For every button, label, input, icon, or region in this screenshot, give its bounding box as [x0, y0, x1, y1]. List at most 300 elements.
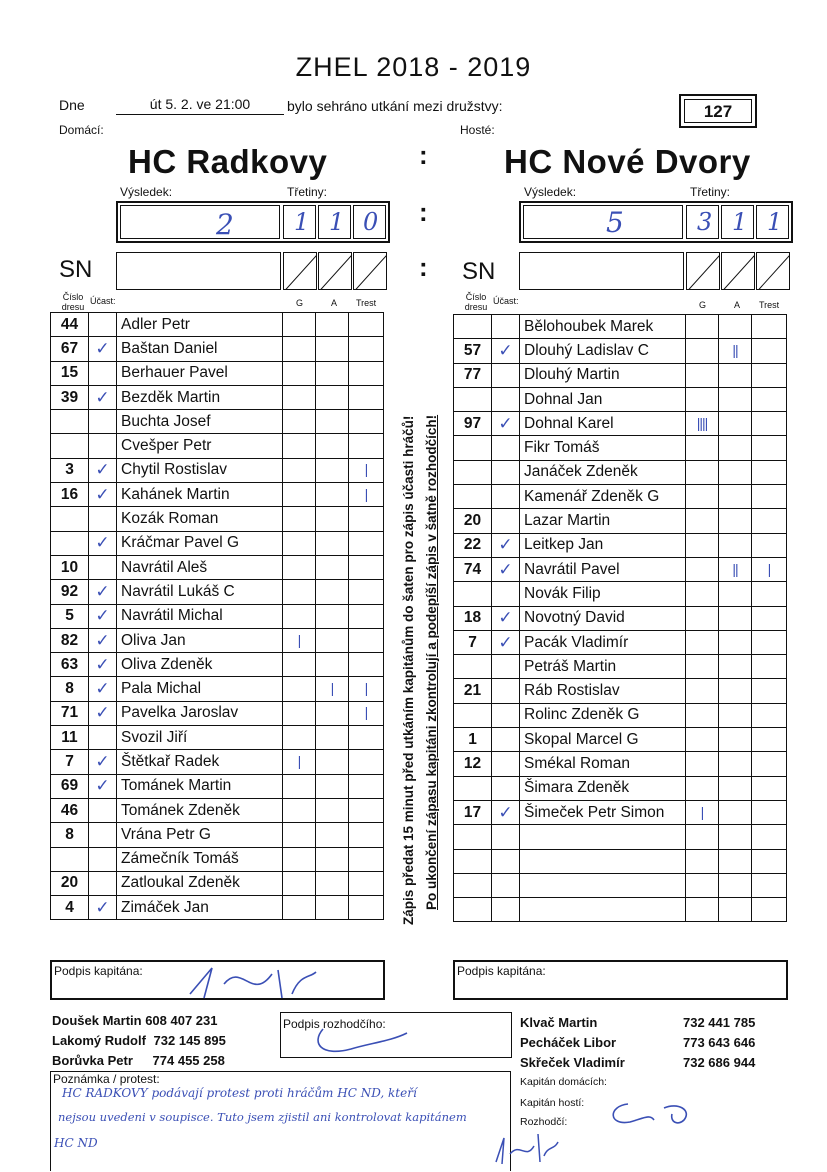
attendance-mark [89, 726, 117, 750]
home-row [51, 555, 384, 579]
player-number-value: 4 [65, 898, 74, 916]
attendance-mark [492, 873, 520, 897]
away-row [454, 387, 787, 411]
player-name-value: Smékal Roman [524, 754, 630, 772]
player-name-value: Novák Filip [524, 584, 601, 602]
player-name [117, 677, 283, 701]
player-number [51, 823, 89, 847]
player-number [454, 873, 492, 897]
player-name [117, 580, 283, 604]
home-sn-cell-3 [353, 252, 387, 290]
attendance-mark [492, 339, 520, 363]
home-period-1-value: 1 [294, 208, 310, 236]
player-name [520, 363, 686, 387]
away-score: 5 [606, 206, 624, 239]
away-row [454, 485, 787, 509]
referee-signature [311, 1023, 411, 1057]
attendance-mark [89, 313, 117, 337]
goals-mark [283, 628, 316, 652]
player-name [117, 458, 283, 482]
player-number-value: 10 [60, 558, 79, 576]
player-name-value: Pavelka Jaroslav [121, 704, 239, 722]
penalty-mark [752, 509, 787, 533]
home-row [51, 726, 384, 750]
attendance-mark [492, 606, 520, 630]
referee-footer-signature [604, 1096, 694, 1132]
attendance-mark [89, 361, 117, 385]
referee-phone: 773 643 646 [683, 1035, 756, 1050]
match-number: 127 [684, 99, 752, 123]
player-name-value: Kozák Roman [121, 510, 219, 528]
player-name [520, 800, 686, 824]
assists-mark [316, 701, 349, 725]
attendance-mark-value: ✓ [95, 776, 110, 796]
assists-mark [316, 604, 349, 628]
player-number-value: 77 [463, 366, 482, 384]
away-row [454, 873, 787, 897]
player-number-value: 22 [463, 536, 482, 554]
home-sn-cell-2 [318, 252, 352, 290]
away-periods-label: Třetiny: [690, 185, 731, 199]
goals-mark [283, 458, 316, 482]
assists-mark [316, 313, 349, 337]
attendance-mark-value: ✓ [95, 387, 110, 407]
penalty-mark-value: | [364, 485, 368, 502]
note-left-divider [50, 1071, 51, 1171]
attendance-mark-value: ✓ [95, 703, 110, 723]
home-row [51, 823, 384, 847]
away-team-name: HC Nové Dvory [504, 143, 751, 180]
player-name-value: Oliva Zdeněk [121, 655, 213, 673]
penalty-mark [752, 825, 787, 849]
attendance-mark [492, 460, 520, 484]
player-name [117, 531, 283, 555]
away-col-a: A [734, 300, 741, 310]
player-name [520, 412, 686, 436]
player-name [117, 385, 283, 409]
player-number [51, 361, 89, 385]
away-row [454, 315, 787, 339]
penalty-mark-value: | [364, 704, 368, 721]
attendance-mark-value: ✓ [95, 581, 110, 601]
penalty-mark [752, 849, 787, 873]
penalty-mark [349, 483, 384, 507]
player-number [454, 630, 492, 654]
penalty-mark [752, 752, 787, 776]
home-row [51, 483, 384, 507]
player-number [454, 533, 492, 557]
penalty-mark [349, 531, 384, 555]
attendance-mark-value: ✓ [498, 535, 513, 555]
home-captain-footer: Kapitán domácích: [520, 1076, 607, 1088]
player-name-value: Navrátil Pavel [524, 560, 620, 578]
attendance-mark [492, 800, 520, 824]
penalty-mark-value: | [767, 560, 771, 577]
player-number-value: 15 [60, 364, 79, 382]
attendance-mark [89, 896, 117, 920]
player-number [454, 485, 492, 509]
player-number [454, 606, 492, 630]
goals-mark [686, 655, 719, 679]
player-name [117, 750, 283, 774]
goals-mark [283, 555, 316, 579]
referee-name: Pecháček Libor [520, 1035, 617, 1050]
attendance-mark [89, 434, 117, 458]
player-name-value: Bezděk Martin [121, 388, 221, 406]
goals-mark [686, 460, 719, 484]
player-name [520, 679, 686, 703]
home-roster [50, 312, 384, 920]
goals-mark [283, 701, 316, 725]
goals-mark [686, 776, 719, 800]
referee-phone: 732 686 944 [683, 1055, 756, 1070]
goals-mark [283, 871, 316, 895]
away-row [454, 557, 787, 581]
assists-mark [719, 387, 752, 411]
player-number [454, 509, 492, 533]
player-number [51, 750, 89, 774]
away-row [454, 703, 787, 727]
penalty-mark [752, 655, 787, 679]
player-number [454, 315, 492, 339]
attendance-mark [89, 531, 117, 555]
away-sn-box [519, 252, 684, 290]
attendance-mark-value: ✓ [498, 413, 513, 433]
referee-phone: 774 455 258 [152, 1053, 225, 1068]
assists-mark [316, 847, 349, 871]
attendance-mark [89, 847, 117, 871]
player-name-value: Kráčmar Pavel G [121, 534, 240, 552]
player-name [520, 728, 686, 752]
attendance-mark [492, 630, 520, 654]
goals-mark [283, 337, 316, 361]
penalty-mark-value: | [364, 461, 368, 478]
player-name [520, 655, 686, 679]
home-captain-box [50, 960, 385, 1000]
player-number [51, 555, 89, 579]
assists-mark [316, 434, 349, 458]
player-number-value: 97 [463, 414, 482, 432]
attendance-mark [492, 315, 520, 339]
player-number-value: 8 [65, 680, 74, 698]
home-period-3 [353, 205, 386, 239]
player-name [117, 628, 283, 652]
attendance-mark-value: ✓ [95, 751, 110, 771]
goals-mark [686, 630, 719, 654]
goals-mark-value: |||| [696, 414, 708, 431]
goals-mark [283, 653, 316, 677]
referee-phone: 732 145 895 [153, 1033, 226, 1048]
home-col-trest: Trest [356, 298, 377, 308]
player-name-value: Navrátil Lukáš C [121, 582, 235, 600]
home-row [51, 798, 384, 822]
goals-mark [686, 387, 719, 411]
player-number-value: 16 [60, 485, 79, 503]
assists-mark [316, 653, 349, 677]
player-name [520, 436, 686, 460]
attendance-mark [89, 774, 117, 798]
player-name-value: Šimara Zdeněk [524, 779, 630, 797]
player-number-value: 46 [60, 801, 79, 819]
away-row [454, 679, 787, 703]
vertical-note-2: Po ukončení zápasu kapitáni zkontrolují a podepíší zápis v šatně rozhodčích! [424, 414, 439, 910]
penalty-mark [752, 873, 787, 897]
goals-mark [283, 604, 316, 628]
player-number [51, 726, 89, 750]
home-row [51, 385, 384, 409]
referee-right-1 [520, 1013, 755, 1033]
assists-mark [316, 555, 349, 579]
attendance-mark-value: ✓ [95, 460, 110, 480]
player-name-value: Dohnal Jan [524, 390, 603, 408]
referee-name: Doušek Martin [52, 1013, 142, 1028]
player-name-value: Svozil Jiří [121, 728, 188, 746]
note-line-2: nejsou uvedeni v soupisce. Tuto jsem zjistil ani kontrolovat kapitánem [58, 1110, 467, 1124]
player-number [51, 871, 89, 895]
goals-mark [283, 531, 316, 555]
player-name [520, 898, 686, 922]
player-number-value: 20 [463, 512, 482, 530]
player-number-value: 74 [463, 560, 482, 578]
player-number-value: 82 [60, 631, 79, 649]
player-name-value: Štětkař Radek [121, 752, 220, 770]
away-period-2 [721, 205, 754, 239]
player-number [51, 701, 89, 725]
assists-mark [719, 606, 752, 630]
player-number [51, 677, 89, 701]
away-period-3-value: 1 [767, 208, 783, 236]
goals-mark [283, 410, 316, 434]
attendance-mark [89, 628, 117, 652]
away-sn-cell-2 [721, 252, 755, 290]
attendance-mark [89, 871, 117, 895]
player-name [520, 339, 686, 363]
away-row [454, 898, 787, 922]
home-row [51, 361, 384, 385]
player-name [117, 337, 283, 361]
player-number-value: 18 [463, 609, 482, 627]
goals-mark [686, 825, 719, 849]
away-row [454, 800, 787, 824]
player-name-value: Cvešper Petr [121, 437, 212, 455]
player-name [117, 604, 283, 628]
home-row [51, 847, 384, 871]
player-number [51, 313, 89, 337]
player-number [454, 825, 492, 849]
attendance-mark [89, 750, 117, 774]
assists-mark [719, 703, 752, 727]
player-name-value: Pala Michal [121, 680, 202, 698]
penalty-mark [349, 774, 384, 798]
attendance-mark-value: ✓ [95, 630, 110, 650]
away-sn-cell-1 [686, 252, 720, 290]
attendance-mark-value: ✓ [95, 533, 110, 553]
player-number-value: 1 [468, 730, 477, 748]
attendance-mark [492, 825, 520, 849]
referee-phone: 732 441 785 [683, 1015, 756, 1030]
player-name-value: Navrátil Michal [121, 607, 223, 625]
penalty-mark [752, 533, 787, 557]
player-name-value: Leitkep Jan [524, 536, 604, 554]
penalty-mark [752, 412, 787, 436]
away-row [454, 655, 787, 679]
player-number [454, 800, 492, 824]
player-name-value: Kahánek Martin [121, 485, 230, 503]
penalty-mark [349, 677, 384, 701]
assists-mark [316, 774, 349, 798]
assists-mark [719, 363, 752, 387]
assists-mark [719, 436, 752, 460]
assists-mark [316, 628, 349, 652]
referee-left-1 [52, 1011, 226, 1031]
player-name-value: Petráš Martin [524, 657, 617, 675]
penalty-mark [752, 728, 787, 752]
home-row [51, 604, 384, 628]
player-number [51, 337, 89, 361]
player-number [454, 387, 492, 411]
assists-mark [316, 580, 349, 604]
goals-mark [686, 436, 719, 460]
penalty-mark [752, 460, 787, 484]
goals-mark [686, 849, 719, 873]
away-row [454, 460, 787, 484]
player-name [117, 434, 283, 458]
player-number [51, 653, 89, 677]
away-col-g: G [699, 300, 707, 310]
assists-mark [316, 507, 349, 531]
attendance-mark-value: ✓ [498, 340, 513, 360]
penalty-mark [752, 679, 787, 703]
player-name [520, 485, 686, 509]
player-name [520, 460, 686, 484]
played-text: bylo sehráno utkání mezi družstvy: [287, 98, 503, 114]
attendance-mark [492, 509, 520, 533]
player-name [520, 825, 686, 849]
assists-mark [719, 752, 752, 776]
player-number-value: 63 [60, 655, 79, 673]
match-number-box [679, 94, 757, 128]
goals-mark [283, 313, 316, 337]
assists-mark [719, 582, 752, 606]
goals-mark [686, 509, 719, 533]
player-name [520, 873, 686, 897]
referees-left [52, 1011, 226, 1071]
player-name-value: Tománek Zdeněk [121, 801, 240, 819]
goals-mark [686, 412, 719, 436]
player-name [520, 703, 686, 727]
player-name-value: Baštan Daniel [121, 339, 218, 357]
home-row [51, 337, 384, 361]
player-number [454, 412, 492, 436]
away-roster [453, 314, 787, 922]
referee-phone: 608 407 231 [145, 1013, 218, 1028]
player-name-value: Dlouhý Ladislav C [524, 341, 649, 359]
player-number [51, 410, 89, 434]
player-name [117, 726, 283, 750]
player-number-value: 67 [60, 339, 79, 357]
home-row [51, 774, 384, 798]
penalty-mark [752, 800, 787, 824]
home-row [51, 580, 384, 604]
away-row [454, 606, 787, 630]
assists-mark [316, 896, 349, 920]
attendance-mark-value: ✓ [498, 559, 513, 579]
player-name-value: Zámečník Tomáš [121, 850, 239, 868]
attendance-mark [89, 580, 117, 604]
player-number [51, 385, 89, 409]
player-number [51, 604, 89, 628]
player-number [454, 752, 492, 776]
player-number [454, 776, 492, 800]
goals-mark [686, 557, 719, 581]
away-row [454, 728, 787, 752]
away-sn-cell-3 [756, 252, 790, 290]
attendance-mark [89, 823, 117, 847]
penalty-mark [349, 313, 384, 337]
penalty-mark [349, 896, 384, 920]
attendance-mark [492, 533, 520, 557]
goals-mark-value: | [700, 803, 704, 820]
penalty-mark [752, 315, 787, 339]
penalty-mark [349, 750, 384, 774]
goals-mark [686, 800, 719, 824]
home-col-attend: Účast: [90, 296, 116, 306]
assists-mark [719, 509, 752, 533]
goals-mark [686, 315, 719, 339]
player-number [51, 458, 89, 482]
attendance-mark-value: ✓ [95, 654, 110, 674]
assists-mark [719, 339, 752, 363]
penalty-mark [752, 898, 787, 922]
penalty-mark [349, 653, 384, 677]
away-row [454, 436, 787, 460]
player-number [454, 679, 492, 703]
away-captain-box [453, 960, 788, 1000]
player-number-value: 7 [468, 633, 477, 651]
goals-mark [686, 752, 719, 776]
player-number-value: 12 [463, 754, 482, 772]
referee-left-3 [52, 1051, 226, 1071]
player-name-value: Skopal Marcel G [524, 730, 639, 748]
vertical-note-1: Zápis předat 15 minut před utkáním kapitánům do šaten pro zápis účasti hráčů! [401, 415, 416, 925]
attendance-mark-value: ✓ [498, 632, 513, 652]
away-row [454, 752, 787, 776]
attendance-mark [492, 557, 520, 581]
penalty-mark [752, 630, 787, 654]
player-number-value: 17 [463, 803, 482, 821]
penalty-mark-value: | [364, 680, 368, 697]
goals-mark [283, 774, 316, 798]
player-name [117, 653, 283, 677]
player-name [520, 582, 686, 606]
away-result-label: Výsledek: [524, 185, 577, 199]
home-row [51, 410, 384, 434]
attendance-mark-value: ✓ [95, 679, 110, 699]
player-number [454, 849, 492, 873]
team-separator: : [419, 140, 428, 170]
away-col-attend: Účast: [493, 296, 519, 306]
away-period-1-value: 3 [697, 208, 713, 236]
penalty-mark [349, 555, 384, 579]
away-captain-label: Podpis kapitána: [457, 964, 546, 978]
away-col-number: Číslo dresu [464, 292, 488, 312]
referee-footer: Rozhodčí: [520, 1116, 568, 1128]
away-score-cell [523, 205, 683, 239]
sheet-title: ZHEL 2018 - 2019 [295, 52, 532, 82]
home-team-name: HC Radkovy [128, 143, 328, 180]
player-name-value: Navrátil Aleš [121, 558, 208, 576]
assists-mark [719, 485, 752, 509]
